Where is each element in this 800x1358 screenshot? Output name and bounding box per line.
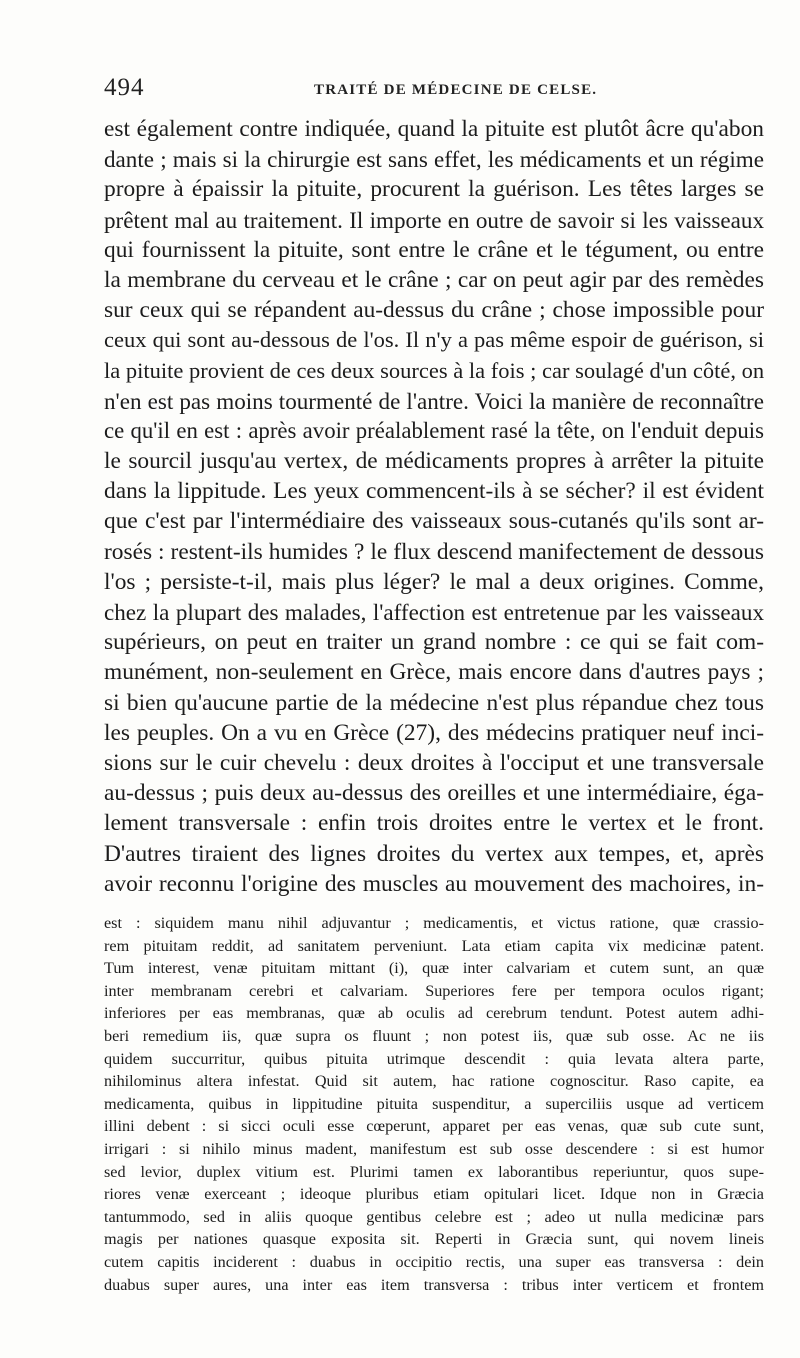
- footnote-line: sed levior, duplex vitium est. Plurimi tamen ex laborantibus reperiuntur, quos supe-: [104, 1162, 764, 1181]
- text-line: au-dessus ; puis deux au-dessus des oreilles et une intermédiaire, éga-: [104, 780, 764, 807]
- text-line: la membrane du cerveau et le crâne ; car on peut agir par des remèdes: [104, 266, 764, 293]
- text-line: munément, non-seulement en Grèce, mais encore dans d'autres pays ;: [104, 659, 764, 686]
- text-line: dans la lippitude. Les yeux commencent-ils à se sécher? il est évident: [104, 478, 764, 505]
- text-line: ceux qui sont au-dessous de l'os. Il n'y a pas même espoir de guérison, si: [104, 327, 764, 353]
- footnote-line: rem pituitam reddit, ad sanitatem perveniunt. Lata etiam capita vix medicinæ patent.: [104, 936, 764, 955]
- text-line: la pituite provient de ces deux sources à la fois ; car soulagé d'un côté, on: [104, 357, 764, 383]
- text-line: que c'est par l'intermédiaire des vaisseaux sous-cutanés qu'ils sont ar-: [104, 508, 764, 535]
- text-line: ce qu'il en est : après avoir préalablement rasé la tête, on l'enduit depuis: [104, 417, 764, 443]
- text-line: D'autres tiraient des lignes droites du vertex aux tempes, et, après: [104, 840, 764, 867]
- text-line: sions sur le cuir chevelu : deux droites à l'occiput et une transversale: [104, 749, 764, 776]
- text-line: lement transversale : enfin trois droites entre le vertex et le front.: [104, 810, 764, 837]
- footnote-line: quidem succurritur, quibus pituita utrimque descendit : quia levata altera parte,: [104, 1049, 764, 1068]
- text-line: propre à épaissir la pituite, procurent la guérison. Les têtes larges se: [104, 176, 764, 203]
- running-title: TRAITÉ DE MÉDECINE DE CELSE.: [314, 82, 598, 98]
- footnote-block: [104, 912, 764, 1296]
- text-line: n'en est pas moins tourmenté de l'antre. Voici la manière de reconnaître: [104, 387, 764, 414]
- footnote-line: Tum interest, venæ pituitam mittant (i), quæ inter calvariam et cutem sunt, an quæ: [104, 959, 764, 978]
- page-header: [104, 74, 764, 106]
- text-line: sur ceux qui se répandent au-dessus du crâne ; chose impossible pour: [104, 297, 764, 324]
- text-line: l'os ; persiste-t-il, mais plus léger? le mal a deux origines. Comme,: [104, 568, 764, 595]
- text-line: est également contre indiquée, quand la pituite est plutôt âcre qu'abon: [104, 116, 764, 142]
- footnote-line: est : siquidem manu nihil adjuvantur ; medicamentis, et victus ratione, quæ crassio-: [104, 914, 764, 932]
- page-number: 494: [104, 74, 145, 101]
- text-line: qui fournissent la pituite, sont entre le crâne et le tégument, ou entre: [104, 236, 764, 263]
- footnote-line: riores venæ exerceant ; ideoque pluribus etiam opitulari licet. Idque non in Græcia: [104, 1185, 764, 1204]
- footnote-line: illini debent : si sicci oculi esse cœperunt, apparet per eas venas, quæ sub cute sunt,: [104, 1117, 764, 1136]
- footnote-line: duabus super aures, una inter eas item transversa : tribus inter verticem et frontem: [104, 1275, 764, 1294]
- footnote-line: magis per nationes quasque exposita sit. Reperti in Græcia sunt, qui novem lineis: [104, 1230, 764, 1249]
- text-line: les peuples. On a vu en Grèce (27), des médecins pratiquer neuf inci-: [104, 719, 764, 746]
- text-line: rosés : restent-ils humides ? le flux descend manifectement de dessous: [104, 538, 764, 565]
- footnote-line: cutem capitis inciderent : duabus in occipitio rectis, una super eas transversa : dein: [104, 1252, 764, 1271]
- text-line: prêtent mal au traitement. Il importe en outre de savoir si les vaisseaux: [104, 206, 764, 233]
- footnote-line: inferiores per eas membranas, quæ ab oculis ad cerebrum tendunt. Potest autem adhi-: [104, 1004, 764, 1023]
- text-line: avoir reconnu l'origine des muscles au mouvement des machoires, in-: [104, 870, 764, 897]
- text-line: si bien qu'aucune partie de la médecine n'est plus répandue chez tous: [104, 689, 764, 716]
- footnote-line: irrigari : si nihilo minus madent, manifestum est sub osse descendere : si est humor: [104, 1139, 764, 1158]
- footnote-line: nihilominus altera infestat. Quid sit autem, hac ratione cognoscitur. Raso capite, ea: [104, 1072, 764, 1091]
- main-text-block: [104, 114, 764, 899]
- text-line: le sourcil jusqu'au vertex, de médicaments propres à arrêter la pituite: [104, 448, 764, 475]
- footnote-line: medicamenta, quibus in lippitudine pituita suspenditur, a superciliis usque ad verticem: [104, 1094, 764, 1113]
- text-line: dante ; mais si la chirurgie est sans effet, les médicaments et un régime: [104, 146, 764, 173]
- footnote-line: tantummodo, sed in aliis quoque gentibus celebre est ; adeo ut nulla medicinæ pars: [104, 1207, 764, 1226]
- text-line: supérieurs, on peut en traiter un grand nombre : ce qui se fait com-: [104, 629, 764, 656]
- footnote-line: beri remedium iis, quæ supra os fluunt ; non potest iis, quæ sub osse. Ac ne iis: [104, 1026, 764, 1045]
- footnote-line: inter membranam cerebri et calvariam. Superiores fere per tempora oculos rigant;: [104, 981, 764, 1000]
- text-line: chez la plupart des malades, l'affection est entretenue par les vaisseaux: [104, 599, 764, 625]
